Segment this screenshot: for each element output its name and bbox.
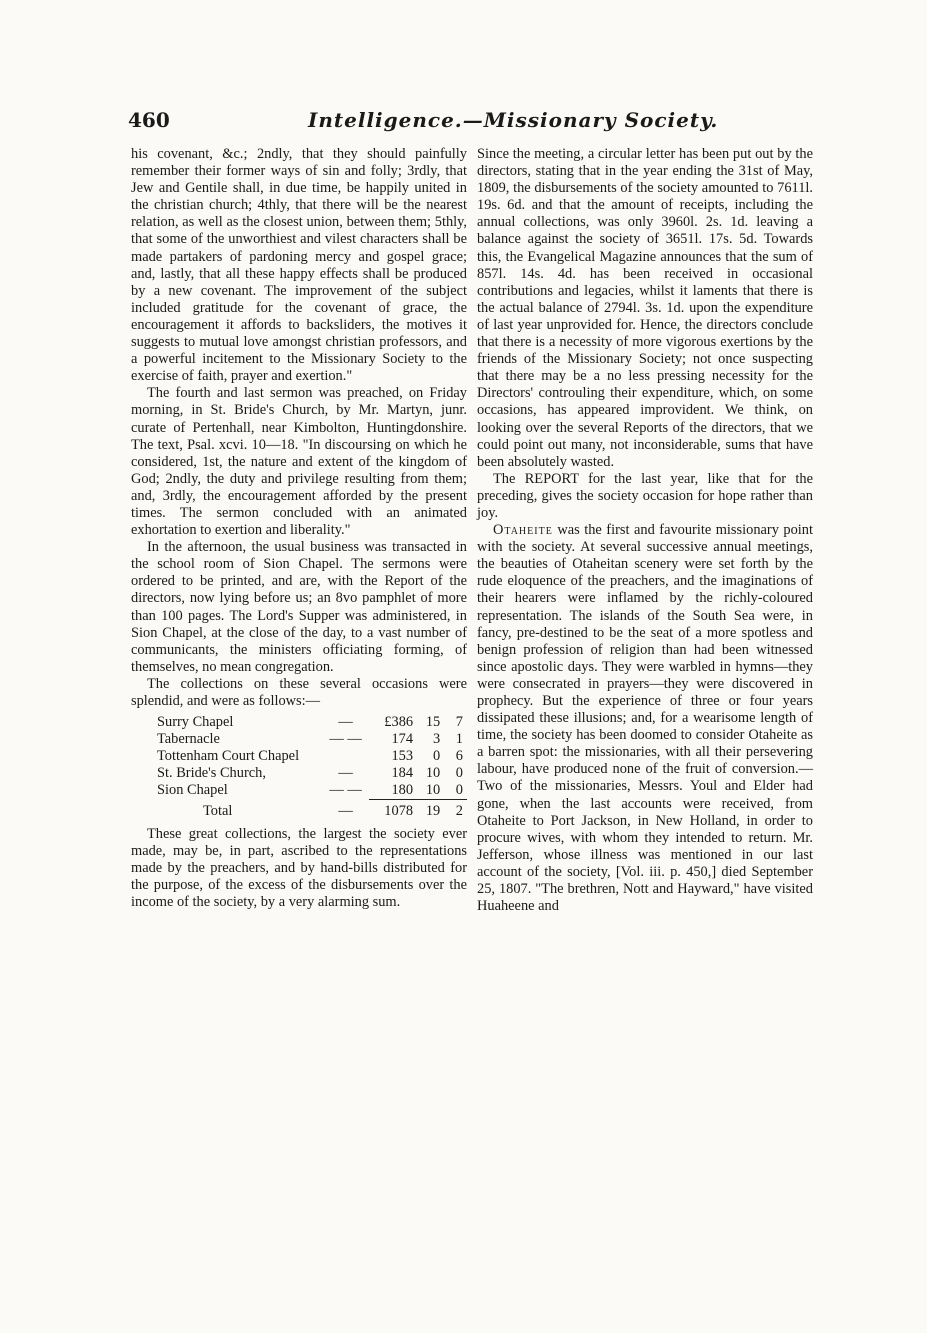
table-row xyxy=(153,748,467,765)
left-paragraph-2: The fourth and last sermon was preached, on Friday morning, in St. Bride's Church, by Mr. Martyn, junr. curate of Pertenhall, near Kimbolton, Huntingdonshire. The text, Psal. xcvi. 10—18. "In discoursing on which he considered, 1st, the nature and extent of the kingdom of God; 2ndly, the duty and privilege resulting from them; and, 3rdly, the encouragement afforded by the present times. The sermon concluded with an animated exhortation to exertion and liberality." xyxy=(131,385,467,539)
table-row xyxy=(153,765,467,782)
collection-pounds: 184 xyxy=(391,765,414,782)
page-number: 460 xyxy=(128,108,170,132)
otaheite-lead: Otaheite xyxy=(493,522,553,539)
collection-name: Tabernacle xyxy=(157,731,220,748)
collection-pounds: 180 xyxy=(369,782,417,800)
right-paragraph-3-text: was the first and favourite missionary point with the society. At several successive annual meetings, the beauties of Otaheitan scenery were set forth by the rude eloquence of the preachers, and the imaginations of their hearers were inflamed by the richly-coloured representation. The islands of the South Sea were, in fancy, pre-destined to be the seat of a more spotless and benign profession of religion than had been witnessed since apostolic days. They were warbled in hymns—they were consecrated in prayers—they were discovered in prophecy. But the experience of three or four years dissipated these illusions; and, for a wearisome length of time, the society has been doomed to consider Otaheite as a barren spot: the missionaries, with all their persevering labour, have produced none of the fruit of conversion.—Two of the missionaries, Messrs. Youl and Elder had gone, when the last accounts were received, from Otaheite to Port Jackson, in New Holland, in order to procure wives, with whom they intended to return. Mr. Jefferson, whose illness was mentioned in our last account of the society, [Vol. iii. p. 450,] died September 25, 1807. "The brethren, Nott and Hayward," have visited Huaheene and xyxy=(477,522,813,915)
right-paragraph-2: The REPORT for the last year, like that for the preceding, gives the society occasion for hope rather than joy. xyxy=(477,470,813,521)
left-paragraph-4: The collections on these several occasions were splendid, and were as follows:— xyxy=(131,675,467,709)
collection-pence: 1 xyxy=(455,731,463,748)
left-paragraph-1: his covenant, &c.; 2ndly, that they should painfully remember their former ways of sin and folly; 3rdly, that Jew and Gentile shall, in due time, be happily united in the christian church; 4thly, that there will be the nearest relation, as well as the closest union, between them; 5thly, that some of the unworthiest and vilest characters shall be made partakers of pardoning mercy and gospel grace; and, lastly, that all these happy effects shall be produced by a new covenant. The improvement of the subject included gratitude for the covenant of grace, the encouragement it affords to backsliders, the motives it suggests to mutual love amongst christian professors, and a powerful incitement to the Missionary Society to the exercise of faith, prayer and exertion." xyxy=(131,146,467,385)
left-paragraph-3: In the afternoon, the usual business was transacted in the school room of Sion Chapel. The sermons were ordered to be printed, and are, with the Report of the directors, now lying before us; an 8vo pamphlet of more than 100 pages. The Lord's Supper was administered, in Sion Chapel, at the close of the day, to a vast number of communicants, the ministers officiating forming, of themselves, no mean congregation. xyxy=(131,539,467,675)
collection-pence: 7 xyxy=(455,714,463,731)
collection-shillings: 15 xyxy=(425,714,441,731)
total-row xyxy=(153,800,467,821)
collection-dash: — xyxy=(338,714,353,731)
left-paragraph-5: These great collections, the largest the society ever made, may be, in part, ascribed to the representations made by the preachers, and by hand-bills distributed for the purpose, of the excess of the disbursements over the income of the society, by a very alarming sum. xyxy=(131,826,467,911)
collection-name: Sion Chapel xyxy=(157,782,228,799)
right-column xyxy=(477,146,813,915)
collection-name: Surry Chapel xyxy=(157,714,234,731)
right-paragraph-3 xyxy=(477,522,813,915)
right-paragraph-1: Since the meeting, a circular letter has been put out by the directors, stating that in the year ending the 31st of May, 1809, the disbursements of the society amounted to 7611l. 19s. 6d. and that the amount of receipts, including the annual collections, was only 3960l. 2s. 1d. leaving a balance against the society of 3651l. 17s. 5d. Towards this, the Evangelical Magazine announces that the sum of 857l. 14s. 4d. has been received in occasional contributions and legacies, whilst it laments that there is the actual balance of 2794l. 3s. 1d. upon the expenditure of last year unprovided for. Hence, the directors conclude that there is a necessity of more vigorous exertions by the friends of the Missionary Society; not once suspecting that there may be a no less pressing necessity for the Directors' controuling their expenditure, which, on some occasions, has appeared improvident. We think, on looking over the several Reports of the directors, that we could point out many, not inconsiderable, sums that have been absolutely wasted. xyxy=(477,146,813,470)
table-row xyxy=(153,714,467,731)
collection-pounds: 153 xyxy=(391,748,414,765)
collection-pence: 0 xyxy=(444,782,467,800)
collection-dash: — — xyxy=(329,731,362,748)
collection-name: St. Bride's Church, xyxy=(157,765,266,782)
collection-pounds: 174 xyxy=(391,731,414,748)
collection-shillings: 3 xyxy=(433,731,441,748)
page-header xyxy=(128,108,808,138)
collection-pence: 0 xyxy=(455,765,463,782)
collection-shillings: 10 xyxy=(425,765,441,782)
collections-table xyxy=(153,714,467,820)
table-row xyxy=(153,731,467,748)
collection-dash: — xyxy=(338,765,353,782)
left-column xyxy=(131,146,467,912)
total-pence: 2 xyxy=(455,803,463,820)
table-row xyxy=(153,782,467,800)
total-shillings: 19 xyxy=(425,803,441,820)
collection-dash: — — xyxy=(329,782,362,799)
collection-name: Tottenham Court Chapel xyxy=(157,748,300,765)
total-pounds: 1078 xyxy=(384,803,414,820)
collection-shillings: 0 xyxy=(433,748,441,765)
collection-pounds: £386 xyxy=(384,714,414,731)
running-head: Intelligence.—Missionary Society. xyxy=(308,108,719,132)
collection-pence: 6 xyxy=(455,748,463,765)
collection-shillings: 10 xyxy=(417,782,444,800)
total-dash: — xyxy=(338,802,353,819)
total-label: Total xyxy=(203,802,233,819)
